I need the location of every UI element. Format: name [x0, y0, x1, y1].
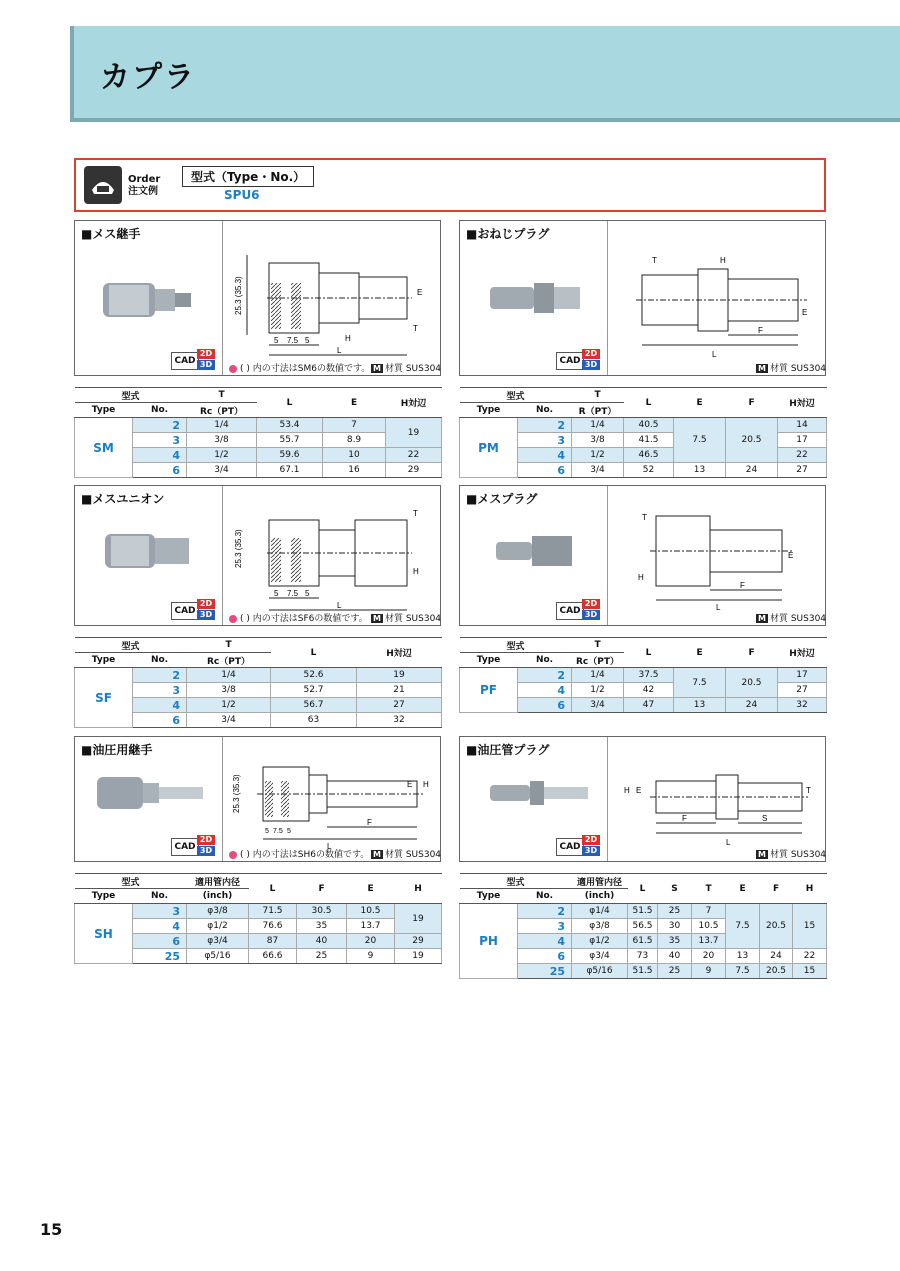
page-title: カプラ — [100, 60, 196, 95]
dim-label: F — [758, 326, 763, 335]
dim-label: E — [802, 308, 808, 317]
dim-label: 5 — [274, 589, 279, 598]
panel-title: ■油圧用継手 — [81, 743, 153, 757]
title-bar-shadow-bottom — [74, 118, 900, 122]
dim-label: L — [337, 346, 342, 355]
dim-label: 5 — [274, 336, 279, 345]
dim-label: 5 — [305, 589, 310, 598]
spec-table-sm: 型式 T L E H対辺 Type No. Rc（PT） SM 2 1/4 53.4 7 19 3 3/8 55.7 8.9 4 1/2 59.6 10 22 6 3/4 67.1 16 29 — [74, 387, 442, 478]
dim-label: L — [726, 838, 731, 847]
panel-male-plug — [459, 220, 826, 376]
material-note: M 材質 SUS304 — [758, 850, 827, 860]
drawing-pm — [612, 245, 822, 365]
dim-label: E — [407, 780, 413, 789]
dim-label: L — [327, 842, 332, 851]
dim-label: F — [682, 814, 687, 823]
page-number: 15 — [40, 1220, 63, 1239]
dim-label: T — [413, 324, 418, 333]
dim-label: H — [345, 334, 351, 343]
cad-badge[interactable]: CAD 2D 3D — [556, 349, 604, 371]
dim-label: E — [417, 288, 423, 297]
dim-label: 7.5 — [287, 589, 299, 598]
spec-table-ph: 型式 適用管内径 L S T E F H Type No. (inch) PH 2 φ1/4 51.5 25 7 7.5 20.5 15 3 φ3/8 56.5 30 10.5 4 φ1/2 61.5 35 13.7 6 φ3/4 73 40 20 13 24 22 25 φ5/16 51.5 25 9 7.5 20.5 15 — [459, 873, 827, 979]
panel-title: ■メス継手 — [81, 227, 141, 241]
spec-table-sh: 型式 適用管内径 L F E H Type No. (inch) SH 3 φ3/8 71.5 30.5 10.5 19 4 φ1/2 76.6 35 13.7 6 φ3/4 87 40 20 29 25 φ5/16 66.6 25 9 19 — [74, 873, 442, 964]
dim-label: T — [806, 786, 811, 795]
spec-table-sf: 型式 T L H対辺 Type No. Rc（PT） SF 2 1/4 52.6 19 3 3/8 52.7 21 4 1/2 56.7 27 6 3/4 63 32 — [74, 637, 442, 728]
dim-label: 5 — [287, 828, 291, 835]
drawing-pf — [612, 502, 822, 612]
dim-label: 5 — [265, 828, 269, 835]
panel-female-coupler — [74, 220, 441, 376]
dim-label: E — [788, 551, 794, 560]
panel-title: ■メスユニオン — [81, 492, 165, 506]
type-label: 型式（Type・No.） — [182, 166, 314, 187]
dim-label: F — [367, 818, 372, 827]
dim-label: L — [716, 603, 721, 612]
spec-table-pf: 型式 T L E F H対辺 Type No. Rc（PT） PF 2 1/4 37.5 7.5 20.5 17 4 1/2 42 27 6 3/4 47 13 24 32 — [459, 637, 827, 713]
dim-label: E — [636, 786, 642, 795]
type-value: SPU6 — [224, 188, 260, 202]
panel-female-union — [74, 485, 441, 626]
material-note: M 材質 SUS304 — [373, 364, 442, 374]
panel-title: ■おねじプラグ — [466, 227, 550, 241]
order-label: Order 注文例 — [128, 174, 161, 197]
dim-label: H — [413, 567, 419, 576]
material-note: M 材質 SUS304 — [758, 614, 827, 624]
dim-label: H — [624, 786, 630, 795]
cad-badge[interactable]: CAD 2D 3D — [171, 349, 219, 371]
dim-label: 5 — [305, 336, 310, 345]
cad-badge[interactable]: CAD 2D 3D — [171, 835, 219, 857]
panel-title: ■メスプラグ — [466, 492, 538, 506]
dim-label: T — [652, 256, 657, 265]
phone-order-icon — [84, 166, 122, 204]
dimension-note: ( ) 内の寸法はSM6の数値です。 — [229, 361, 370, 374]
drawing-sh — [227, 753, 437, 853]
title-bar — [74, 26, 900, 118]
dimension-note: ( ) 内の寸法はSH6の数値です。 — [229, 847, 369, 860]
cad-badge[interactable]: CAD 2D 3D — [171, 599, 219, 621]
dim-label: 7.5 — [273, 828, 283, 835]
drawing-ph — [612, 753, 822, 853]
material-note: M 材質 SUS304 — [373, 850, 442, 860]
panel-hydraulic-coupler — [74, 736, 441, 862]
dim-height-label: 25.3 (35.3) — [234, 276, 243, 315]
dim-height-label: 25.3 (35.3) — [234, 529, 243, 568]
dim-label: L — [712, 350, 717, 359]
drawing-sf — [227, 506, 437, 616]
dim-label: H — [423, 780, 429, 789]
cad-badge[interactable]: CAD 2D 3D — [556, 599, 604, 621]
dim-label: L — [337, 601, 342, 610]
drawing-sm — [227, 245, 437, 365]
title-bar-shadow-left — [70, 26, 74, 122]
material-note: M 材質 SUS304 — [373, 614, 442, 624]
dim-label: 7.5 — [287, 336, 299, 345]
dimension-note: ( ) 内の寸法はSF6の数値です。 — [229, 611, 368, 624]
dim-label: H — [720, 256, 726, 265]
dim-label: H — [638, 573, 644, 582]
dim-label: F — [740, 581, 745, 590]
dim-label: T — [642, 513, 647, 522]
cad-badge[interactable]: CAD 2D 3D — [556, 835, 604, 857]
dim-label: S — [762, 814, 768, 823]
material-note: M 材質 SUS304 — [758, 364, 827, 374]
dim-height-label: 25.3 (35.3) — [232, 774, 241, 813]
spec-table-pm: 型式 T L E F H対辺 Type No. R（PT） PM 2 1/4 40.5 7.5 20.5 14 3 3/8 41.5 17 4 1/2 46.5 22 6 3/4 52 13 24 27 — [459, 387, 827, 478]
panel-female-plug — [459, 485, 826, 626]
panel-title: ■油圧管プラグ — [466, 743, 550, 757]
dim-label: T — [413, 509, 418, 518]
panel-hydraulic-plug — [459, 736, 826, 862]
order-example-box — [74, 158, 826, 212]
